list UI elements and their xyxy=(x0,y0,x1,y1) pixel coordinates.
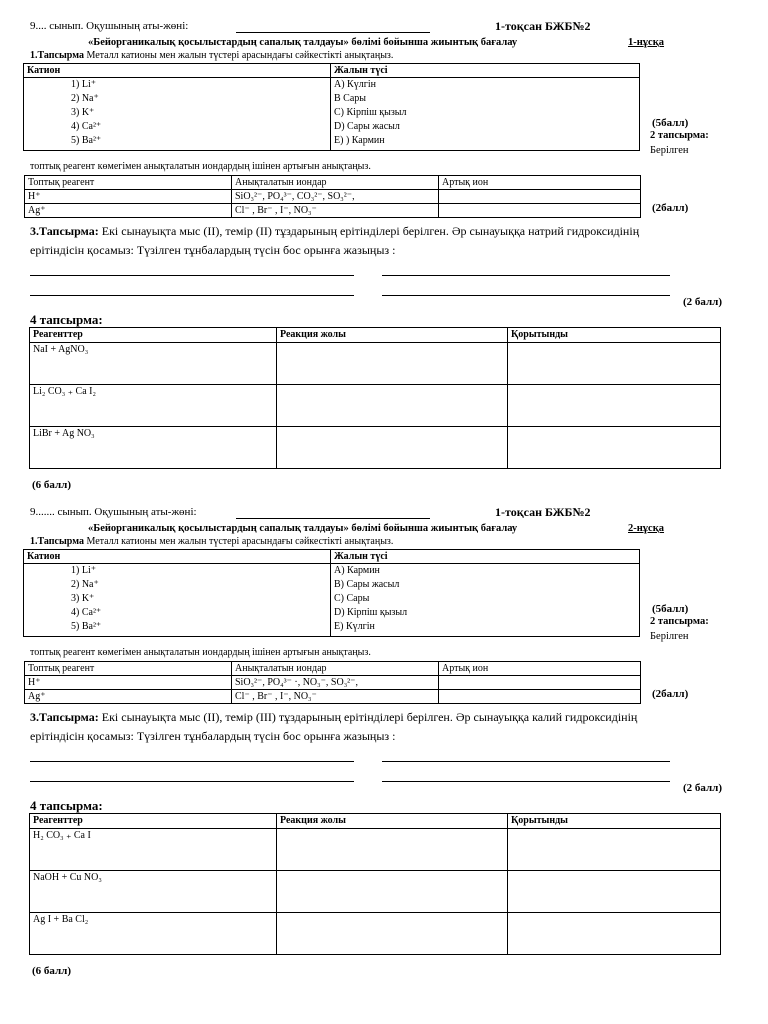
task2-given: Берілген xyxy=(650,145,689,156)
cation-item: 4) Ca²⁺ xyxy=(71,607,102,618)
cation-item: 2) Na⁺ xyxy=(71,579,99,590)
task2-label: 2 тапсырма: xyxy=(650,130,709,141)
task4-points: (6 балл) xyxy=(32,479,72,491)
task1-points: (5балл) xyxy=(652,603,689,615)
task1-heading: 1.Тапсырма Металл катионы мен жалын түстері арасындағы сәйкестікті анықтаңыз. xyxy=(30,536,394,547)
cation-item: 5) Ba²⁺ xyxy=(71,621,102,632)
extra-ion-answer-1[interactable] xyxy=(439,676,641,690)
flame-option[interactable]: A) Күлгін xyxy=(334,79,376,90)
reaction-cell[interactable] xyxy=(277,427,508,469)
cation-item: 4) Ca²⁺ xyxy=(71,121,102,132)
t2-header-ions: Анықталатын иондар xyxy=(232,176,439,190)
task2-table: Топтық реагент Анықталатын иондар Артық ион H⁺ SiO₃²⁻, PO₄³⁻, CO₃²⁻, SO₃²⁻, Ag⁺ Cl⁻ , Br⁻ , I⁻, NO₃⁻ xyxy=(24,175,641,218)
task3-points: (2 балл) xyxy=(683,296,723,308)
task4-label: 4 тапсырма: xyxy=(30,798,103,813)
answer-line-3[interactable] xyxy=(30,781,354,782)
answer-line-1[interactable] xyxy=(30,275,354,276)
header-left: 9.... сынып. Оқушының аты-жөні: xyxy=(30,20,189,32)
flame-option[interactable]: D) Сары жасыл xyxy=(334,121,400,132)
answer-line-2[interactable] xyxy=(382,275,670,276)
flame-option[interactable]: D) Кірпіш қызыл xyxy=(334,607,408,618)
extra-ion-answer-2[interactable] xyxy=(439,204,641,218)
extra-ion-answer-2[interactable] xyxy=(439,690,641,704)
t2-header-reagent: Топтық реагент xyxy=(25,176,232,190)
table-row: Ag I + Ba Cl₂ xyxy=(30,913,721,955)
subtitle: «Бейорганикалық қосылыстардың сапалық талдауы» бөлімі бойынша жиынтық бағалау xyxy=(88,523,518,534)
answer-line-3[interactable] xyxy=(30,295,354,296)
task3-text: 3.Тапсырма: Екі сынауықта мыс (II), темір (III) тұздарының ерітінділері берілген. Әр сынауыққа калий гидроксидінің ерітіндісін қосамыз: Түзілген тұнбалардың түсін бос орынға жазыңыз : xyxy=(30,710,638,743)
task4-table: Реагенттер Реакция жолы Қорытынды H₂ CO₃ ₊ Ca I NaOH + Cu NO₃ Ag I + Ba Cl₂ xyxy=(29,813,721,955)
task4-points: (6 балл) xyxy=(32,965,72,977)
task3-points: (2 балл) xyxy=(683,782,723,794)
t1-header-flame: Жалын түсі xyxy=(331,550,640,564)
table-row: NaI + AgNO₃ xyxy=(30,343,721,385)
reaction-cell[interactable] xyxy=(277,871,508,913)
answer-line-2[interactable] xyxy=(382,761,670,762)
task3-text: 3.Тапсырма: Екі сынауықта мыс (II), темір (II) тұздарының ерітінділері берілген. Әр сынауыққа натрий гидроксидінің ерітіндісін қосамыз: Түзілген тұнбалардың түсін бос орынға жазыңыз : xyxy=(30,224,640,257)
table-row: LiBr + Ag NO₃ xyxy=(30,427,721,469)
reaction-cell[interactable] xyxy=(277,343,508,385)
task2-points: (2балл) xyxy=(652,202,689,214)
flame-option[interactable]: C) Кірпіш қызыл xyxy=(334,107,407,118)
table-row: Li₂ CO₃ ₊ Ca I₂ xyxy=(30,385,721,427)
reaction-cell[interactable] xyxy=(277,385,508,427)
t1-header-flame: Жалын түсі xyxy=(331,64,640,78)
t2-header-reagent: Топтық реагент xyxy=(25,662,232,676)
task1-points: (5балл) xyxy=(652,117,689,129)
flame-option[interactable]: E) ) Кармин xyxy=(334,135,385,146)
t2-header-extra: Артық ион xyxy=(439,662,641,676)
task1-table xyxy=(23,549,640,637)
name-input-line[interactable] xyxy=(236,518,430,519)
conclusion-cell[interactable] xyxy=(508,427,721,469)
flame-option[interactable]: C) Сары xyxy=(334,593,370,604)
subtitle: «Бейорганикалық қосылыстардың сапалық талдауы» бөлімі бойынша жиынтық бағалау xyxy=(88,37,518,48)
extra-ion-answer-1[interactable] xyxy=(439,190,641,204)
answer-line-1[interactable] xyxy=(30,761,354,762)
reaction-cell[interactable] xyxy=(277,913,508,955)
task1-table xyxy=(23,63,640,151)
name-input-line[interactable] xyxy=(236,32,430,33)
task4-label: 4 тапсырма: xyxy=(30,312,103,327)
cation-item: 1) Li⁺ xyxy=(71,565,96,576)
answer-line-4[interactable] xyxy=(382,295,670,296)
t1-header-cation: Катион xyxy=(24,550,331,564)
conclusion-cell[interactable] xyxy=(508,913,721,955)
cation-item: 2) Na⁺ xyxy=(71,93,99,104)
flame-option[interactable]: A) Кармин xyxy=(334,565,380,576)
cation-item: 3) K⁺ xyxy=(71,593,95,604)
conclusion-cell[interactable] xyxy=(508,829,721,871)
variant-label: 2-нұсқа xyxy=(628,523,665,534)
t2-header-ions: Анықталатын иондар xyxy=(232,662,439,676)
task2-text: топтық реагент көмегімен анықталатын иондардың ішінен артығын анықтаңыз. xyxy=(30,647,371,658)
flame-option[interactable]: B Сары xyxy=(334,93,366,104)
task4-table: Реагенттер Реакция жолы Қорытынды NaI + AgNO₃ Li₂ CO₃ ₊ Ca I₂ LiBr + Ag NO₃ xyxy=(29,327,721,469)
flame-options[interactable] xyxy=(334,78,636,148)
task2-text: топтық реагент көмегімен анықталатын иондардың ішінен артығын анықтаңыз. xyxy=(30,161,371,172)
answer-line-4[interactable] xyxy=(382,781,670,782)
header-right: 1-тоқсан БЖБ№2 xyxy=(495,19,591,33)
task1-heading: 1.Тапсырма Металл катионы мен жалын түстері арасындағы сәйкестікті анықтаңыз. xyxy=(30,50,394,61)
cation-item: 1) Li⁺ xyxy=(71,79,96,90)
table-row: NaOH + Cu NO₃ xyxy=(30,871,721,913)
variant-label: 1-нұсқа xyxy=(628,37,665,48)
header-left: 9....... сынып. Оқушының аты-жөні: xyxy=(30,506,197,518)
task2-given: Берілген xyxy=(650,631,689,642)
flame-option[interactable]: E) Күлгін xyxy=(334,621,375,632)
task2-table: Топтық реагент Анықталатын иондар Артық ион H⁺ SiO₃²⁻, PO₄³⁻ ·, NO₃⁻, SO₃²⁻, Ag⁺ Cl⁻ , Br⁻ , I⁻, NO₃⁻ xyxy=(24,661,641,704)
header-right: 1-тоқсан БЖБ№2 xyxy=(495,505,591,519)
flame-options[interactable] xyxy=(334,564,636,634)
table-row: H₂ CO₃ ₊ Ca I xyxy=(30,829,721,871)
cation-item: 5) Ba²⁺ xyxy=(71,135,102,146)
conclusion-cell[interactable] xyxy=(508,343,721,385)
cation-item: 3) K⁺ xyxy=(71,107,95,118)
cation-list xyxy=(27,564,327,634)
flame-option[interactable]: B) Сары жасыл xyxy=(334,579,400,590)
task2-points: (2балл) xyxy=(652,688,689,700)
task2-label: 2 тапсырма: xyxy=(650,616,709,627)
reaction-cell[interactable] xyxy=(277,829,508,871)
t2-header-extra: Артық ион xyxy=(439,176,641,190)
cation-list xyxy=(27,78,327,148)
t1-header-cation: Катион xyxy=(24,64,331,78)
conclusion-cell[interactable] xyxy=(508,871,721,913)
conclusion-cell[interactable] xyxy=(508,385,721,427)
